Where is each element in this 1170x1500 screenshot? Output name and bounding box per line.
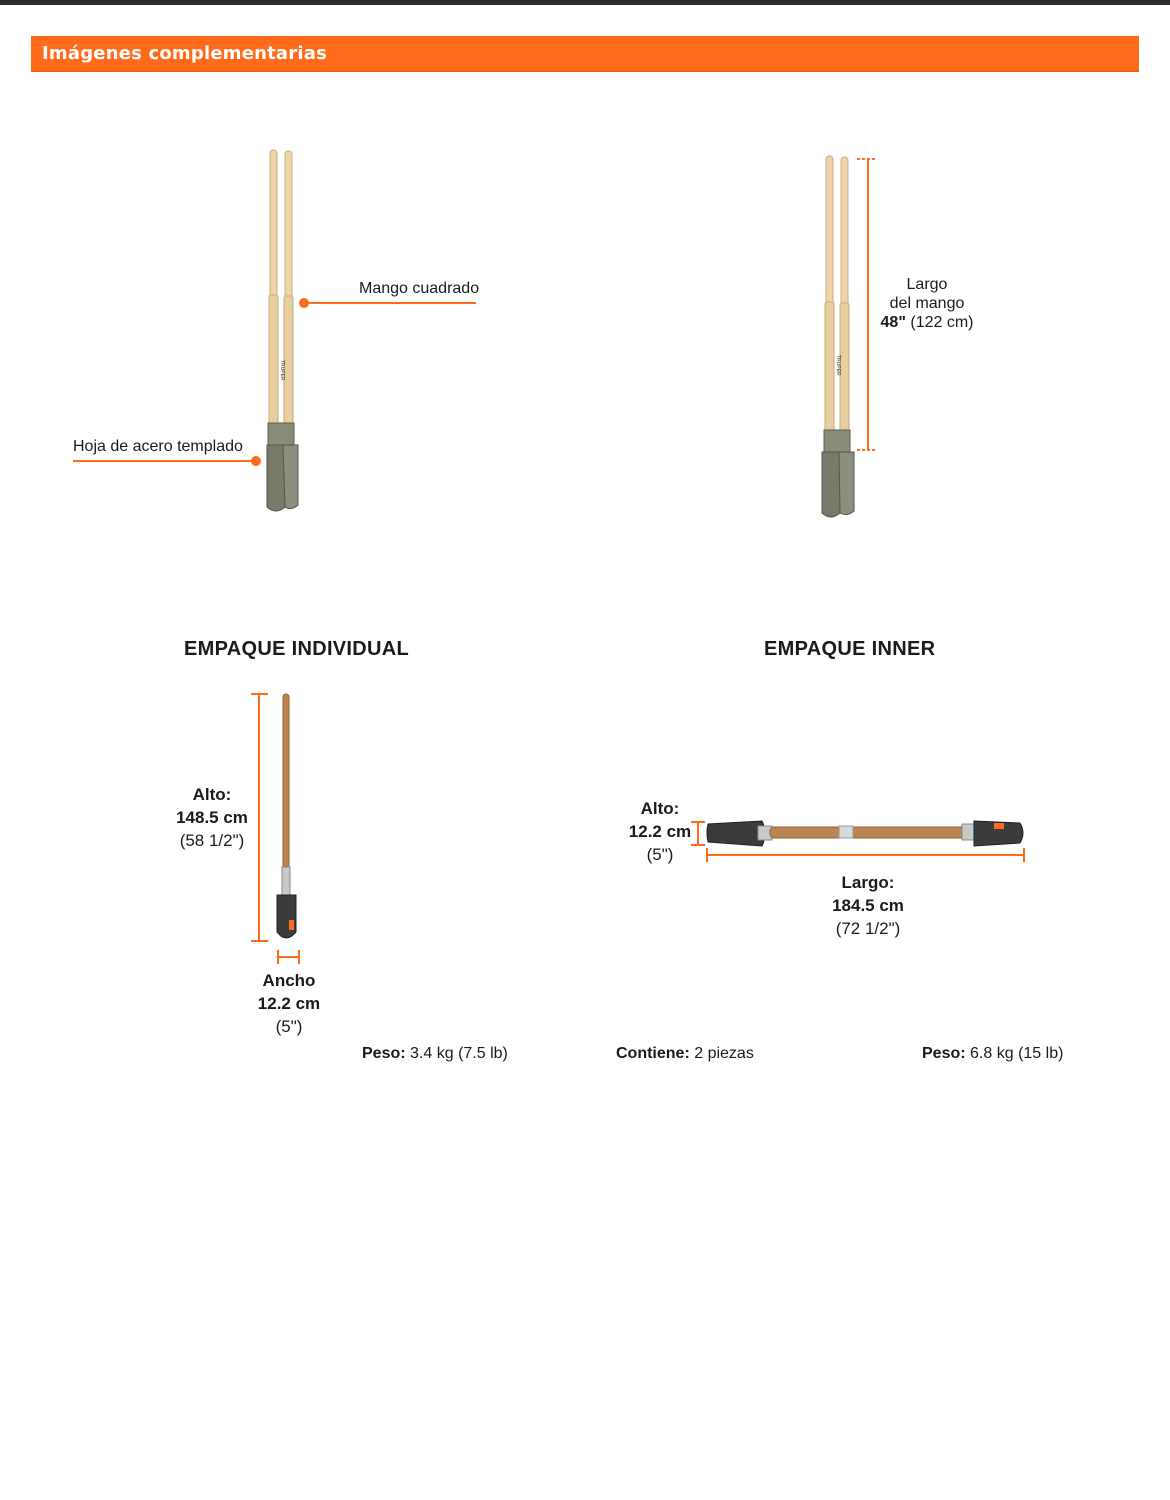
individual-width-in: (5") [275,1017,303,1036]
inner-height-label [620,797,700,866]
individual-package-title: EMPAQUE INDIVIDUAL [184,638,410,660]
individual-weight-value: 3.4 kg (7.5 lb) [410,1045,508,1062]
individual-width-cm: 12.2 cm [257,994,321,1013]
individual-height-caption: Alto: [192,785,232,804]
inner-height-cm-row [620,820,700,843]
inner-weight-label: Peso: [922,1045,966,1062]
svg-text:TRUPER: TRUPER [279,360,285,381]
inner-length-label [808,871,928,940]
inner-contents-label: Contiene: [616,1045,690,1062]
individual-package-image [274,692,304,942]
individual-height-cm-row [162,806,262,829]
individual-width-cm-row [239,992,339,1015]
individual-height-title [162,783,262,806]
handle-length-value [872,313,982,332]
top-border [0,0,1170,5]
inner-length-cm-row [808,894,928,917]
handle-length-cm: (122 cm) [910,314,974,331]
handle-length-inches: 48" [880,314,906,331]
handle-callout-line [305,302,476,304]
inner-height-caption: Alto: [640,799,680,818]
handle-length-line2: del mango [889,295,965,312]
inner-height-cm: 12.2 cm [628,822,692,841]
blade-callout-line [73,460,255,462]
individual-weight [362,1045,508,1063]
inner-weight-value: 6.8 kg (15 lb) [970,1045,1064,1062]
individual-weight-label: Peso: [362,1045,406,1062]
inner-length-caption: Largo: [841,873,895,892]
individual-width-dimension [276,948,302,966]
post-hole-digger-image-1 [255,145,315,515]
inner-length-in: (72 1/2") [835,919,901,938]
inner-height-in: (5") [646,845,674,864]
inner-contents-value: 2 piezas [694,1045,754,1062]
individual-width-label [239,969,339,1038]
inner-weight [922,1045,1063,1063]
blade-callout-label: Hoja de acero templado [73,438,243,455]
individual-height-in: (58 1/2") [179,831,245,850]
inner-contents [616,1045,754,1063]
handle-length-line1: Largo [906,276,948,293]
svg-text:TRUPER: TRUPER [835,355,841,376]
inner-package-title: EMPAQUE INNER [764,638,936,660]
inner-height-title [620,797,700,820]
section-title: Imágenes complementarias [42,43,327,64]
inner-length-dimension [704,846,1028,864]
individual-width-title [239,969,339,992]
handle-length-label [872,275,982,332]
section-header [31,36,1139,72]
individual-height-label [162,783,262,852]
handle-callout-label: Mango cuadrado [359,280,480,297]
individual-height-cm: 148.5 cm [176,808,248,827]
inner-package-image [704,816,1028,850]
inner-length-title [808,871,928,894]
inner-length-cm: 184.5 cm [832,896,904,915]
individual-width-caption: Ancho [262,971,316,990]
